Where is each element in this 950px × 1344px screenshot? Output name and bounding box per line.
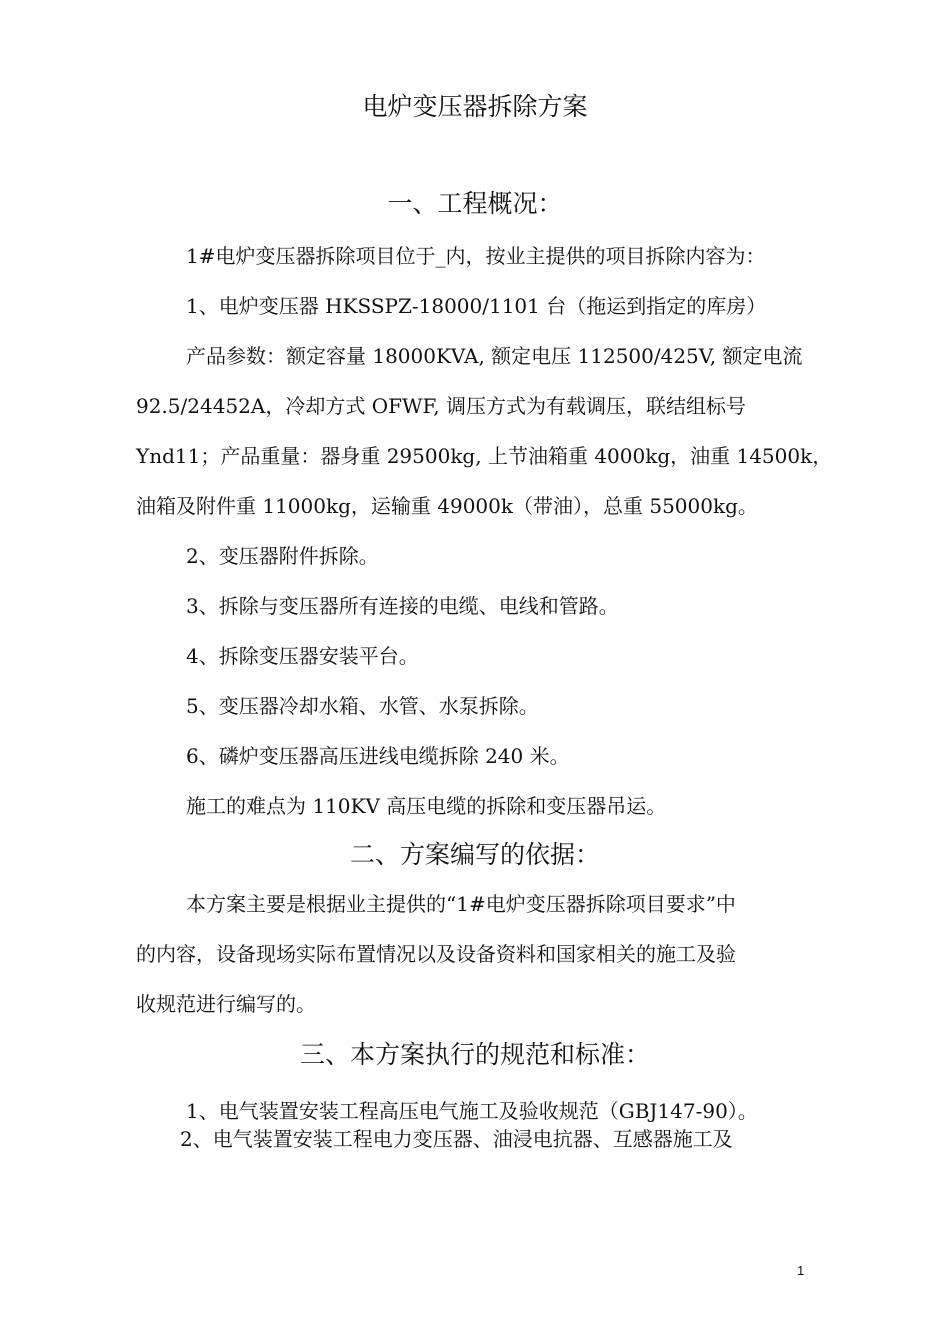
section1-heading: 一、工程概况： <box>387 189 563 218</box>
section2-line2: 的内容，设备现场实际布置情况以及设备资料和国家相关的施工及验 <box>136 942 736 966</box>
section1-item3: 3、拆除与变压器所有连接的电缆、电线和管路。 <box>186 594 619 618</box>
section1-item6: 6、磷炉变压器高压进线电缆拆除 240 米。 <box>186 744 570 768</box>
page-number: 1 <box>797 1263 805 1278</box>
section1-item4: 4、拆除变压器安装平台。 <box>186 644 419 668</box>
section3-item1: 1、电气装置安装工程高压电气施工及验收规范（GBJ147-90）。 <box>186 1099 758 1123</box>
section1-params-line4: 油箱及附件重 11000kg，运输重 49000k（带油），总重 55000kg。 <box>136 494 758 518</box>
section1-difficulty: 施工的难点为 110KV 高压电缆的拆除和变压器吊运。 <box>186 794 667 818</box>
section3-heading: 三、本方案执行的规范和标准： <box>299 1040 650 1069</box>
section1-params-line2: 92.5/24452A，冷却方式 OFWF, 调压方式为有载调压，联结组标号 <box>136 394 746 418</box>
section2-heading: 二、方案编写的依据： <box>349 840 600 869</box>
section3-item2: 2、电气装置安装工程电力变压器、油浸电抗器、互感器施工及 <box>180 1127 733 1151</box>
section1-intro: 1#电炉变压器拆除项目位于_内，按业主提供的项目拆除内容为： <box>186 244 766 268</box>
section2-line1: 本方案主要是根据业主提供的“1#电炉变压器拆除项目要求”中 <box>186 892 736 916</box>
section1-params-line1: 产品参数：额定容量 18000KVA, 额定电压 112500/425V, 额定电流 <box>186 344 803 368</box>
document-title: 电炉变压器拆除方案 <box>362 92 588 121</box>
section2-line3: 收规范进行编写的。 <box>136 992 316 1016</box>
section1-item5: 5、变压器冷却水箱、水管、水泵拆除。 <box>186 694 539 718</box>
section1-item1: 1、电炉变压器 HKSSPZ-18000/1101 台（拖运到指定的库房） <box>186 294 767 318</box>
section1-params-line3: Ynd11；产品重量：器身重 29500kg, 上节油箱重 4000kg，油重 14500k， <box>136 444 833 468</box>
section1-item2: 2、变压器附件拆除。 <box>186 544 379 568</box>
